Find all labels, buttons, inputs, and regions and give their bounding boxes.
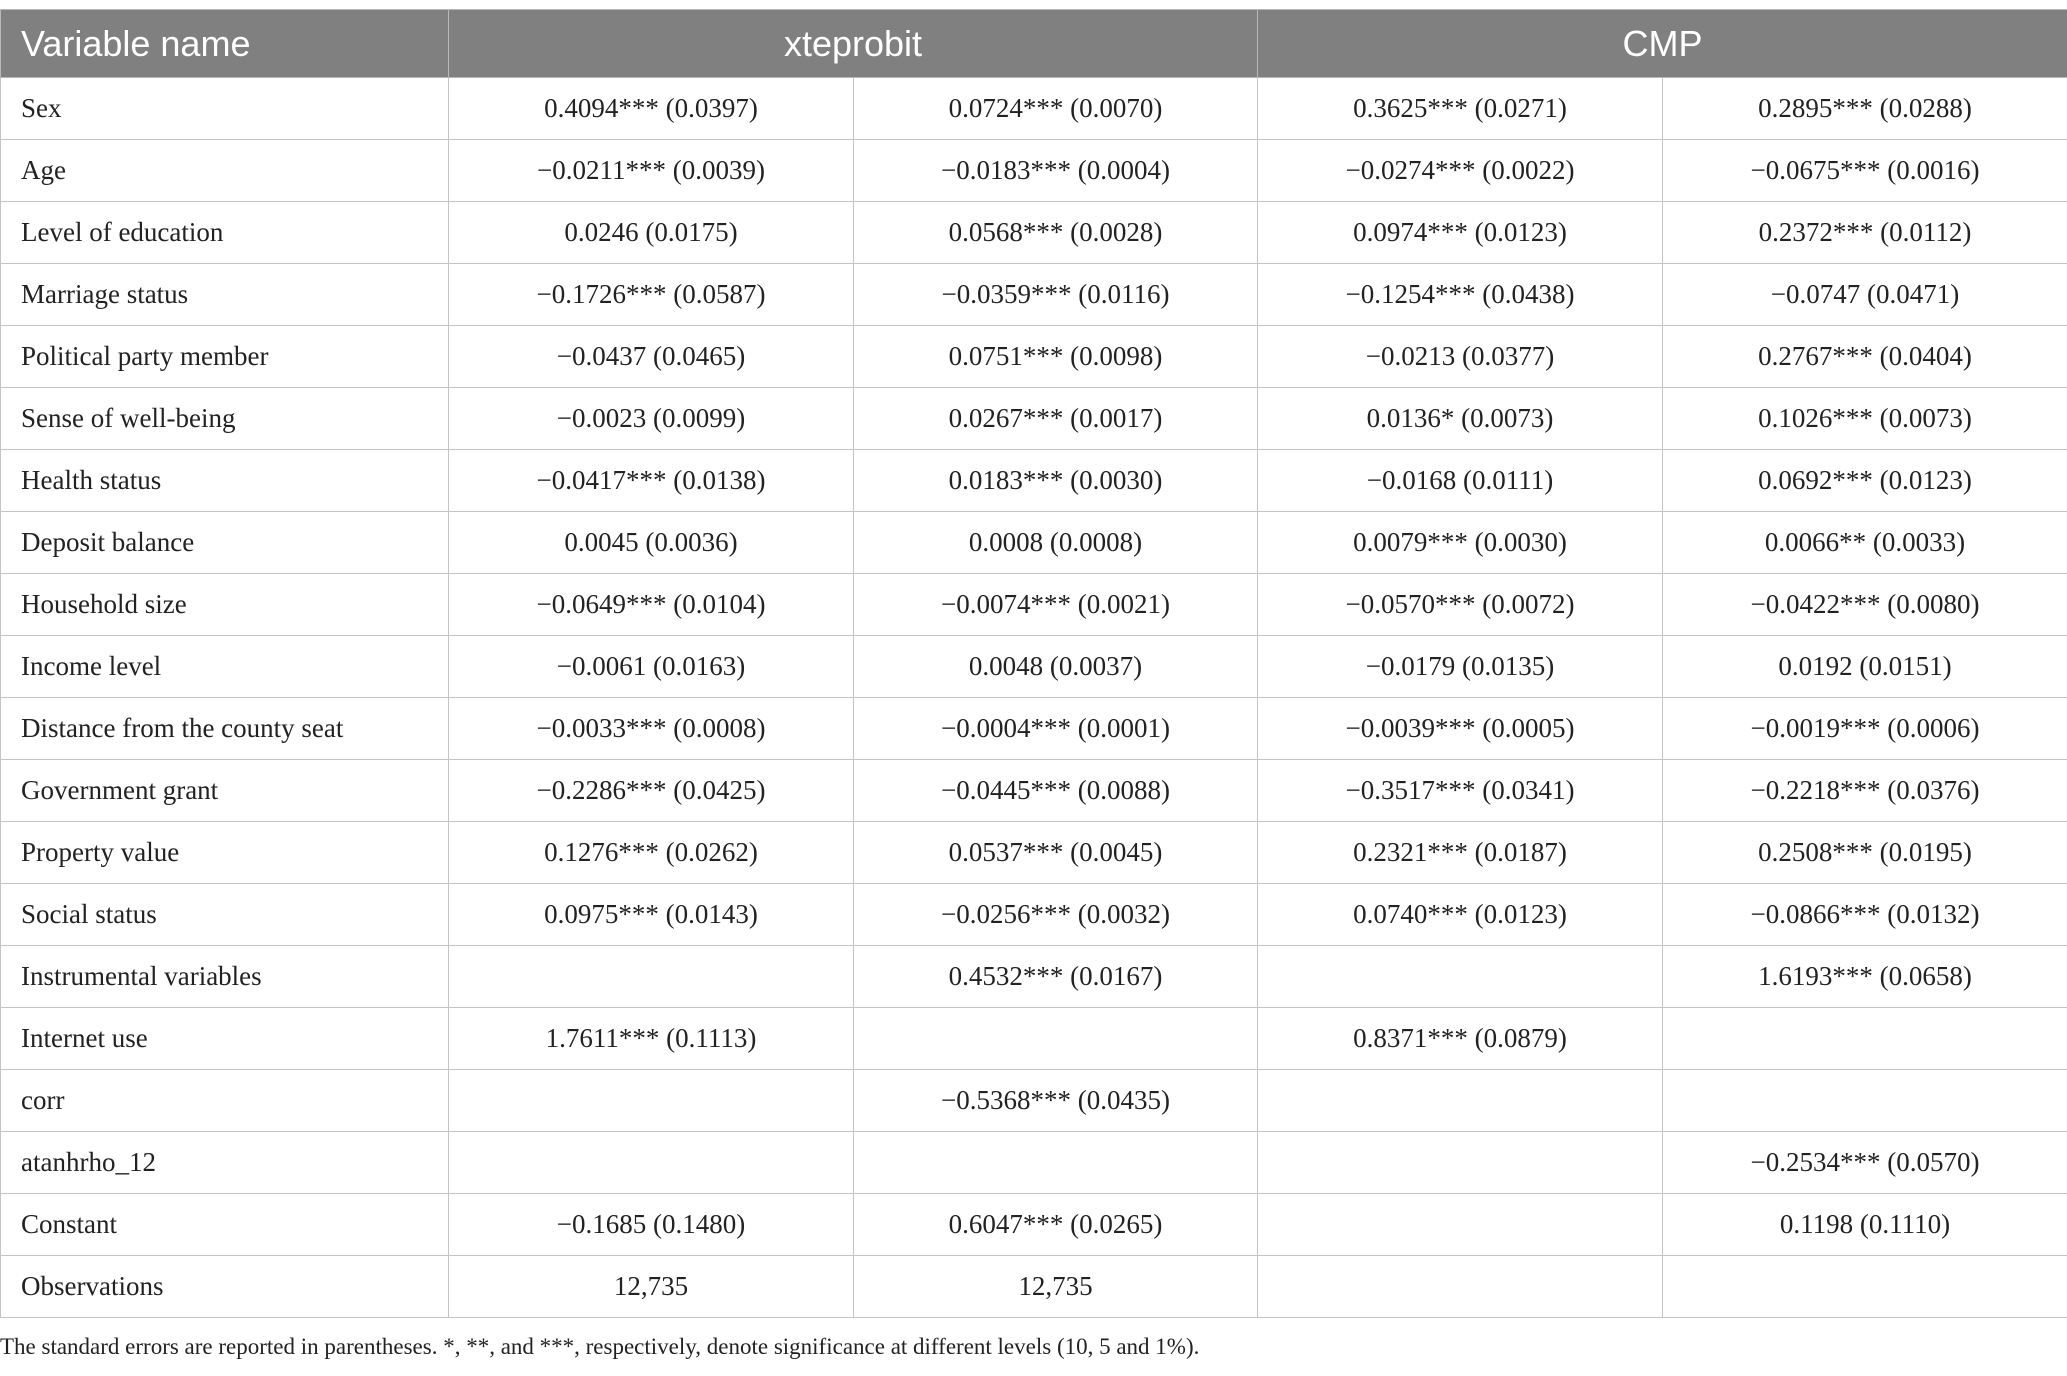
xteprobit-group-header: xteprobit <box>449 10 1258 78</box>
coefficient-cell: 0.0740*** (0.0123) <box>1258 884 1663 946</box>
table-row <box>1 202 2067 264</box>
coefficient-cell: 0.0079*** (0.0030) <box>1258 512 1663 574</box>
coefficient-cell <box>1663 1008 2067 1070</box>
coefficient-cell: −0.0023 (0.0099) <box>449 388 854 450</box>
coefficient-cell: 0.0066** (0.0033) <box>1663 512 2067 574</box>
coefficient-cell: −0.0256*** (0.0032) <box>854 884 1258 946</box>
variable-name-cell: Instrumental variables <box>1 946 449 1008</box>
results-table-container <box>0 9 2067 1318</box>
coefficient-cell: 0.0975*** (0.0143) <box>449 884 854 946</box>
coefficient-cell: −0.1254*** (0.0438) <box>1258 264 1663 326</box>
coefficient-cell: −0.0183*** (0.0004) <box>854 140 1258 202</box>
coefficient-cell: 0.0045 (0.0036) <box>449 512 854 574</box>
coefficient-cell: −0.0437 (0.0465) <box>449 326 854 388</box>
table-row <box>1 760 2067 822</box>
coefficient-cell: 0.0192 (0.0151) <box>1663 636 2067 698</box>
coefficient-cell: 0.2321*** (0.0187) <box>1258 822 1663 884</box>
table-row <box>1 822 2067 884</box>
variable-name-cell: Health status <box>1 450 449 512</box>
coefficient-cell: 1.6193*** (0.0658) <box>1663 946 2067 1008</box>
coefficient-cell: −0.0274*** (0.0022) <box>1258 140 1663 202</box>
variable-name-header: Variable name <box>1 10 449 78</box>
coefficient-cell: 0.4532*** (0.0167) <box>854 946 1258 1008</box>
variable-name-cell: Marriage status <box>1 264 449 326</box>
coefficient-cell: −0.0422*** (0.0080) <box>1663 574 2067 636</box>
table-row <box>1 1194 2067 1256</box>
coefficient-cell <box>854 1008 1258 1070</box>
coefficient-cell: −0.0168 (0.0111) <box>1258 450 1663 512</box>
coefficient-cell: −0.0213 (0.0377) <box>1258 326 1663 388</box>
coefficient-cell: 0.0048 (0.0037) <box>854 636 1258 698</box>
variable-name-cell: Sense of well-being <box>1 388 449 450</box>
table-row <box>1 1070 2067 1132</box>
coefficient-cell: −0.0033*** (0.0008) <box>449 698 854 760</box>
coefficient-cell <box>1258 946 1663 1008</box>
coefficient-cell: −0.0570*** (0.0072) <box>1258 574 1663 636</box>
coefficient-cell: −0.0747 (0.0471) <box>1663 264 2067 326</box>
table-row <box>1 636 2067 698</box>
coefficient-cell: −0.5368*** (0.0435) <box>854 1070 1258 1132</box>
coefficient-cell: −0.0649*** (0.0104) <box>449 574 854 636</box>
coefficient-cell <box>1258 1132 1663 1194</box>
coefficient-cell: −0.2286*** (0.0425) <box>449 760 854 822</box>
coefficient-cell: 12,735 <box>449 1256 854 1318</box>
coefficient-cell: 0.1026*** (0.0073) <box>1663 388 2067 450</box>
variable-name-cell: Household size <box>1 574 449 636</box>
table-row <box>1 450 2067 512</box>
coefficient-cell: −0.0019*** (0.0006) <box>1663 698 2067 760</box>
coefficient-cell: 0.0246 (0.0175) <box>449 202 854 264</box>
coefficient-cell: −0.0039*** (0.0005) <box>1258 698 1663 760</box>
coefficient-cell: 0.2508*** (0.0195) <box>1663 822 2067 884</box>
coefficient-cell: −0.0445*** (0.0088) <box>854 760 1258 822</box>
variable-name-cell: Age <box>1 140 449 202</box>
table-row <box>1 78 2067 140</box>
coefficient-cell <box>1663 1070 2067 1132</box>
coefficient-cell: −0.0061 (0.0163) <box>449 636 854 698</box>
table-row <box>1 946 2067 1008</box>
coefficient-cell: 0.3625*** (0.0271) <box>1258 78 1663 140</box>
coefficient-cell: −0.0417*** (0.0138) <box>449 450 854 512</box>
coefficient-cell: 0.8371*** (0.0879) <box>1258 1008 1663 1070</box>
variable-name-cell: Income level <box>1 636 449 698</box>
variable-name-cell: Political party member <box>1 326 449 388</box>
coefficient-cell: −0.0211*** (0.0039) <box>449 140 854 202</box>
coefficient-cell: 0.0974*** (0.0123) <box>1258 202 1663 264</box>
coefficient-cell: 1.7611*** (0.1113) <box>449 1008 854 1070</box>
coefficient-cell: 0.4094*** (0.0397) <box>449 78 854 140</box>
coefficient-cell: 0.0724*** (0.0070) <box>854 78 1258 140</box>
coefficient-cell: 0.0008 (0.0008) <box>854 512 1258 574</box>
cmp-group-header: CMP <box>1258 10 2067 78</box>
coefficient-cell: 0.1198 (0.1110) <box>1663 1194 2067 1256</box>
coefficient-cell: 0.0537*** (0.0045) <box>854 822 1258 884</box>
table-footnote: The standard errors are reported in parentheses. *, **, and ***, respectively, denote significance at different levels (10, 5 and 1%). <box>0 1334 1200 1359</box>
coefficient-cell <box>449 1132 854 1194</box>
coefficient-cell: 0.0267*** (0.0017) <box>854 388 1258 450</box>
variable-name-cell: Constant <box>1 1194 449 1256</box>
table-row <box>1 264 2067 326</box>
table-row <box>1 326 2067 388</box>
variable-name-cell: Government grant <box>1 760 449 822</box>
coefficient-cell: −0.0004*** (0.0001) <box>854 698 1258 760</box>
variable-name-cell: Distance from the county seat <box>1 698 449 760</box>
table-row <box>1 1132 2067 1194</box>
coefficient-cell: 0.0692*** (0.0123) <box>1663 450 2067 512</box>
coefficient-cell: −0.0866*** (0.0132) <box>1663 884 2067 946</box>
coefficient-cell <box>1663 1256 2067 1318</box>
coefficient-cell: −0.1726*** (0.0587) <box>449 264 854 326</box>
variable-name-cell: Sex <box>1 78 449 140</box>
coefficient-cell: −0.0359*** (0.0116) <box>854 264 1258 326</box>
variable-name-cell: Social status <box>1 884 449 946</box>
coefficient-cell <box>1258 1070 1663 1132</box>
variable-name-cell: Internet use <box>1 1008 449 1070</box>
coefficient-cell: 0.6047*** (0.0265) <box>854 1194 1258 1256</box>
table-row <box>1 1008 2067 1070</box>
coefficient-cell <box>449 1070 854 1132</box>
coefficient-cell: 0.2372*** (0.0112) <box>1663 202 2067 264</box>
coefficient-cell: 0.2895*** (0.0288) <box>1663 78 2067 140</box>
coefficient-cell: −0.2218*** (0.0376) <box>1663 760 2067 822</box>
variable-name-cell: corr <box>1 1070 449 1132</box>
variable-name-cell: Observations <box>1 1256 449 1318</box>
coefficient-cell: 0.0568*** (0.0028) <box>854 202 1258 264</box>
table-row <box>1 512 2067 574</box>
coefficient-cell <box>1258 1194 1663 1256</box>
table-row <box>1 884 2067 946</box>
regression-results-table <box>0 9 2067 1318</box>
coefficient-cell: −0.2534*** (0.0570) <box>1663 1132 2067 1194</box>
variable-name-cell: Deposit balance <box>1 512 449 574</box>
coefficient-cell: −0.3517*** (0.0341) <box>1258 760 1663 822</box>
coefficient-cell: 0.0136* (0.0073) <box>1258 388 1663 450</box>
coefficient-cell <box>854 1132 1258 1194</box>
table-body <box>1 78 2067 1318</box>
table-row <box>1 574 2067 636</box>
coefficient-cell: −0.0675*** (0.0016) <box>1663 140 2067 202</box>
coefficient-cell: −0.1685 (0.1480) <box>449 1194 854 1256</box>
coefficient-cell: 0.0751*** (0.0098) <box>854 326 1258 388</box>
table-row <box>1 140 2067 202</box>
coefficient-cell: 12,735 <box>854 1256 1258 1318</box>
coefficient-cell: 0.1276*** (0.0262) <box>449 822 854 884</box>
coefficient-cell: 0.0183*** (0.0030) <box>854 450 1258 512</box>
coefficient-cell: −0.0074*** (0.0021) <box>854 574 1258 636</box>
table-header-row <box>1 10 2067 78</box>
variable-name-cell: atanhrho_12 <box>1 1132 449 1194</box>
coefficient-cell <box>449 946 854 1008</box>
table-row <box>1 388 2067 450</box>
variable-name-cell: Level of education <box>1 202 449 264</box>
variable-name-cell: Property value <box>1 822 449 884</box>
table-row <box>1 1256 2067 1318</box>
coefficient-cell: 0.2767*** (0.0404) <box>1663 326 2067 388</box>
coefficient-cell: −0.0179 (0.0135) <box>1258 636 1663 698</box>
coefficient-cell <box>1258 1256 1663 1318</box>
table-row <box>1 698 2067 760</box>
